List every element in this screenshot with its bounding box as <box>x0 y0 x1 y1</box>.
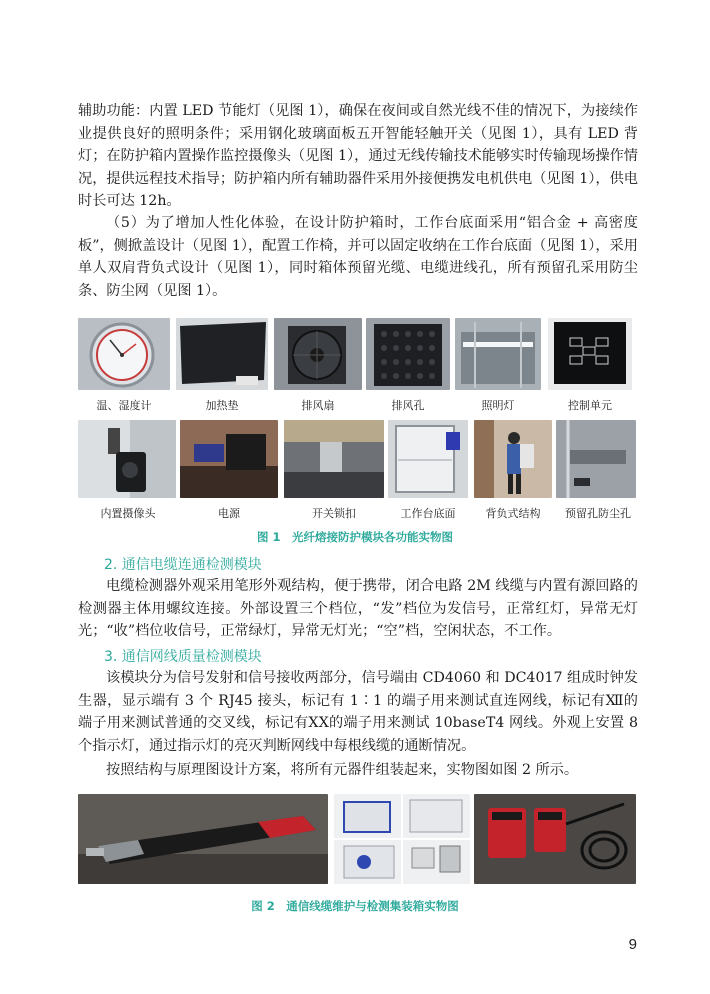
figure-2-caption: 图 2 通信线缆维护与检测集装箱实物图 <box>251 899 459 913</box>
heading-cable-test-module: 2. 通信电缆连通检测模块 <box>104 557 262 573</box>
paragraph-cable-tester: 电缆检测器外观采用笔形外观结构，便于携带，闭合电路 2M 线缆与内置有源回路的检测器主体用螺纹连接。外部设置三个档位，“发”档位为发信号，正常红灯，异常无灯光；“收”档位收信号，正常绿灯，异常无灯光；“空”档，空闲状态，不工作。 <box>78 578 638 640</box>
caption-workbench-bottom: 工作台底面 <box>400 507 456 520</box>
photo-switch-lock <box>284 420 384 498</box>
paragraph-humanized-design: （5）为了增加人性化体验，在设计防护箱时，工作台底面采用“铝合金 + 高密度板”，侧掀盖设计（见图 1），配置工作椅，并可以固定收纳在工作台底面（见图 1），采用单人双肩背负式设计（见图 1），同时箱体预留光缆、电缆进线孔，所有预留孔采用防尘条、防尘网（见图 1）。 <box>78 215 638 299</box>
caption-control-unit: 控制单元 <box>568 399 612 412</box>
caption-switch-lock: 开关锁扣 <box>312 507 356 520</box>
photo-camera <box>78 420 176 498</box>
photo-network-tester <box>474 794 636 884</box>
photo-container-box <box>334 794 470 884</box>
caption-heating-pad: 加热垫 <box>205 399 239 412</box>
photo-power <box>180 420 278 498</box>
caption-backpack-structure: 背负式结构 <box>485 507 541 520</box>
caption-hygrometer: 温、湿度计 <box>96 399 152 412</box>
figure-1-caption: 图 1 光纤熔接防护模块各功能实物图 <box>256 530 453 544</box>
caption-exhaust-fan: 排风扇 <box>301 399 335 412</box>
page-number: 9 <box>628 936 637 953</box>
photo-control-unit <box>548 318 632 390</box>
paragraph-auxiliary-functions: 辅助功能：内置 LED 节能灯（见图 1），确保在夜间或自然光线不佳的情况下，为接续作业提供良好的照明条件；采用钢化玻璃面板五开智能轻触开关（见图 1），具有 LED 背灯；在防护箱内置操作监控摄像头（见图 1），通过无线传输技术能够实时传输现场操作情况，提供远程技术指导；防护箱内所有辅助器件采用外接便携发电机供电（见图 1），供电时长可达 12h。 <box>78 103 638 210</box>
photo-reserved-holes <box>556 420 636 498</box>
photo-exhaust-fan <box>274 318 362 390</box>
photo-heating-pad <box>176 318 268 390</box>
paragraph-network-tester: 该模块分为信号发射和信号接收两部分，信号端由 CD4060 和 DC4017 组成时钟发生器，显示端有 3 个 RJ45 接头，标记有 1∶1 的端子用来测试直连网线，标记有Ⅻ的端子用来测试普通的交叉线，标记有ⅩⅩ的端子用来测试 10baseT4 网线。外观上安置 8 个指示灯，通过指示灯的亮灭判断网线中每根线缆的通断情况。 <box>78 670 638 754</box>
caption-reserved-holes: 预留孔防尘孔 <box>565 507 631 520</box>
photo-hygrometer <box>78 318 170 390</box>
photo-exhaust-holes <box>366 318 450 390</box>
caption-power: 电源 <box>218 507 240 520</box>
photo-workbench-bottom <box>388 420 468 498</box>
paragraph-assembly: 按照结构与原理图设计方案，将所有元器件组装起来，实物图如图 2 所示。 <box>106 762 579 778</box>
photo-pen-tester <box>78 794 328 884</box>
photo-lighting <box>455 318 541 390</box>
photo-backpack-structure <box>474 420 552 498</box>
caption-exhaust-holes: 排风孔 <box>391 399 425 412</box>
heading-network-test-module: 3. 通信网线质量检测模块 <box>104 649 262 665</box>
caption-camera: 内置摄像头 <box>100 507 156 520</box>
caption-lighting: 照明灯 <box>481 399 515 412</box>
